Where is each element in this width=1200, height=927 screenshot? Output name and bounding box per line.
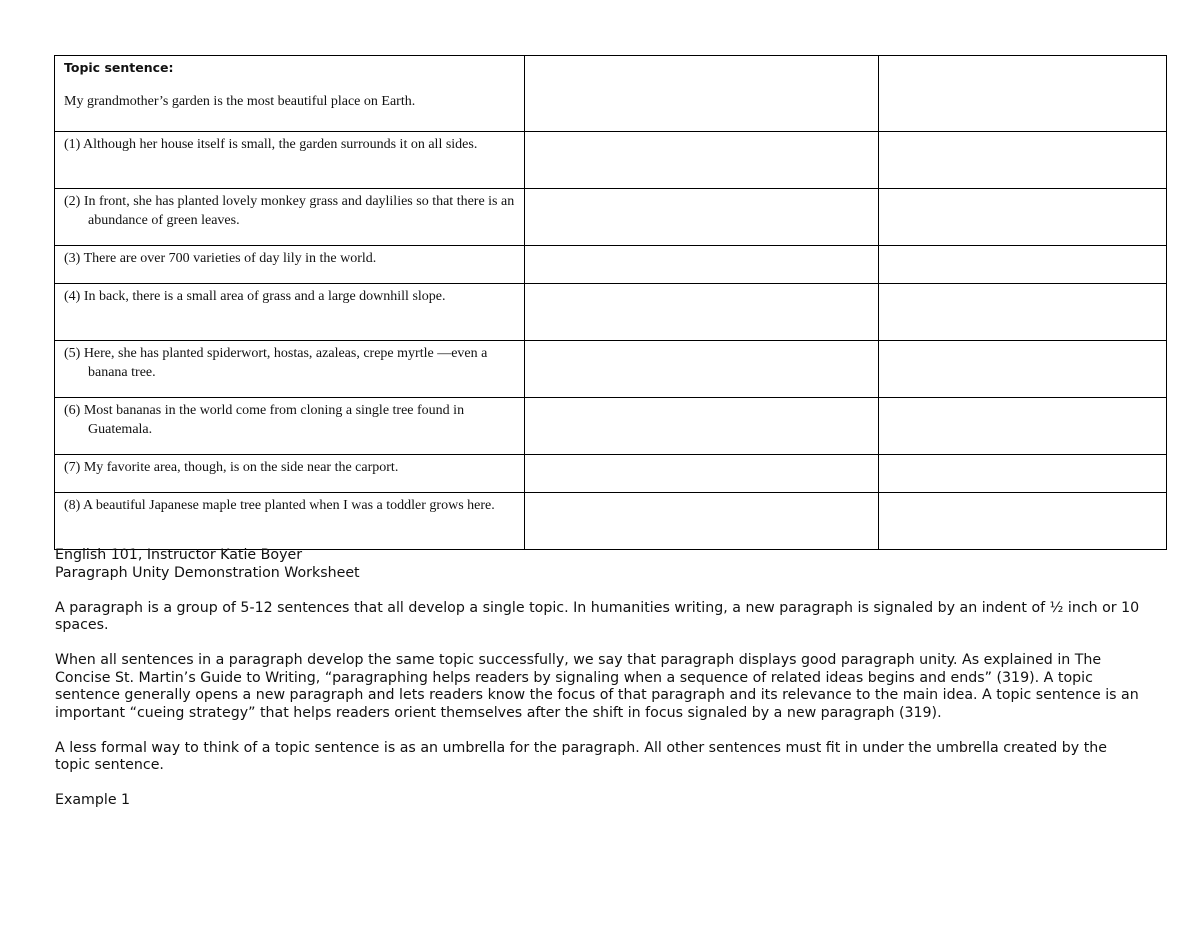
sentence-6: (6) Most bananas in the world come from cloning a single tree found in Guatemala. [64, 403, 465, 437]
example-label: Example 1 [55, 792, 131, 808]
paragraph-unity-table [54, 55, 1167, 550]
blank-cell [525, 284, 879, 341]
table-row [55, 284, 1167, 341]
blank-cell [879, 493, 1167, 550]
blank-cell [879, 189, 1167, 246]
blank-cell [525, 189, 879, 246]
blank-cell [525, 398, 879, 455]
sentence-cell [55, 246, 525, 284]
topic-sentence-cell [55, 56, 525, 132]
blank-cell [525, 246, 879, 284]
sentence-cell [55, 284, 525, 341]
blank-cell [879, 341, 1167, 398]
sentence-7: (7) My favorite area, though, is on the side near the carport. [64, 460, 399, 475]
worksheet-body [55, 547, 1145, 810]
sentence-4: (4) In back, there is a small area of grass and a large downhill slope. [64, 289, 446, 304]
sentence-cell [55, 455, 525, 493]
table-row [55, 455, 1167, 493]
sentence-cell [55, 493, 525, 550]
topic-sentence-text: My grandmother’s garden is the most beautiful place on Earth. [64, 94, 416, 109]
blank-cell [525, 56, 879, 132]
blank-cell [525, 132, 879, 189]
paragraph-definition: A paragraph is a group of 5-12 sentences that all develop a single topic. In humanities writing, a new paragraph is signaled by an indent of ½ inch or 10 spaces. [55, 599, 1140, 633]
blank-cell [525, 493, 879, 550]
topic-sentence-label: Topic sentence: [64, 60, 174, 75]
blank-cell [525, 341, 879, 398]
sentence-cell [55, 341, 525, 398]
umbrella-analogy: A less formal way to think of a topic sentence is as an umbrella for the paragraph. All other sentences must fit in under the umbrella created by the topic sentence. [55, 739, 1107, 773]
table-row [55, 398, 1167, 455]
table-row [55, 132, 1167, 189]
table-row [55, 56, 1167, 132]
blank-cell [879, 398, 1167, 455]
sentence-8: (8) A beautiful Japanese maple tree planted when I was a toddler grows here. [64, 498, 495, 513]
sentence-5: (5) Here, she has planted spiderwort, hostas, azaleas, crepe myrtle —even a banana tree. [64, 346, 488, 380]
course-line: English 101, Instructor Katie Boyer [55, 547, 303, 563]
paragraph-unity-explanation: When all sentences in a paragraph develop the same topic successfully, we say that paragraph displays good paragraph unity. As explained in The Concise St. Martin’s Guide to Writing, “paragraphing helps readers by signaling when a sequence of related ideas begins and ends” (319). A topic sentence generally opens a new paragraph and lets readers know the focus of that paragraph and its relevance to the main idea. A topic sentence is an important “cueing strategy” that helps readers orient themselves after the shift in focus signaled by a new paragraph (319). [55, 652, 1139, 721]
blank-cell [879, 455, 1167, 493]
blank-cell [879, 56, 1167, 132]
worksheet-title: Paragraph Unity Demonstration Worksheet [55, 564, 360, 581]
sentence-2: (2) In front, she has planted lovely monkey grass and daylilies so that there is an abundance of green leaves. [64, 194, 515, 228]
sentence-cell [55, 189, 525, 246]
table-row [55, 493, 1167, 550]
sentence-cell [55, 398, 525, 455]
sentence-1: (1) Although her house itself is small, the garden surrounds it on all sides. [64, 137, 478, 152]
table-row [55, 246, 1167, 284]
blank-cell [879, 246, 1167, 284]
blank-cell [879, 132, 1167, 189]
sentence-3: (3) There are over 700 varieties of day lily in the world. [64, 251, 377, 266]
sentence-cell [55, 132, 525, 189]
blank-cell [879, 284, 1167, 341]
table-row [55, 189, 1167, 246]
table-row [55, 341, 1167, 398]
blank-cell [525, 455, 879, 493]
